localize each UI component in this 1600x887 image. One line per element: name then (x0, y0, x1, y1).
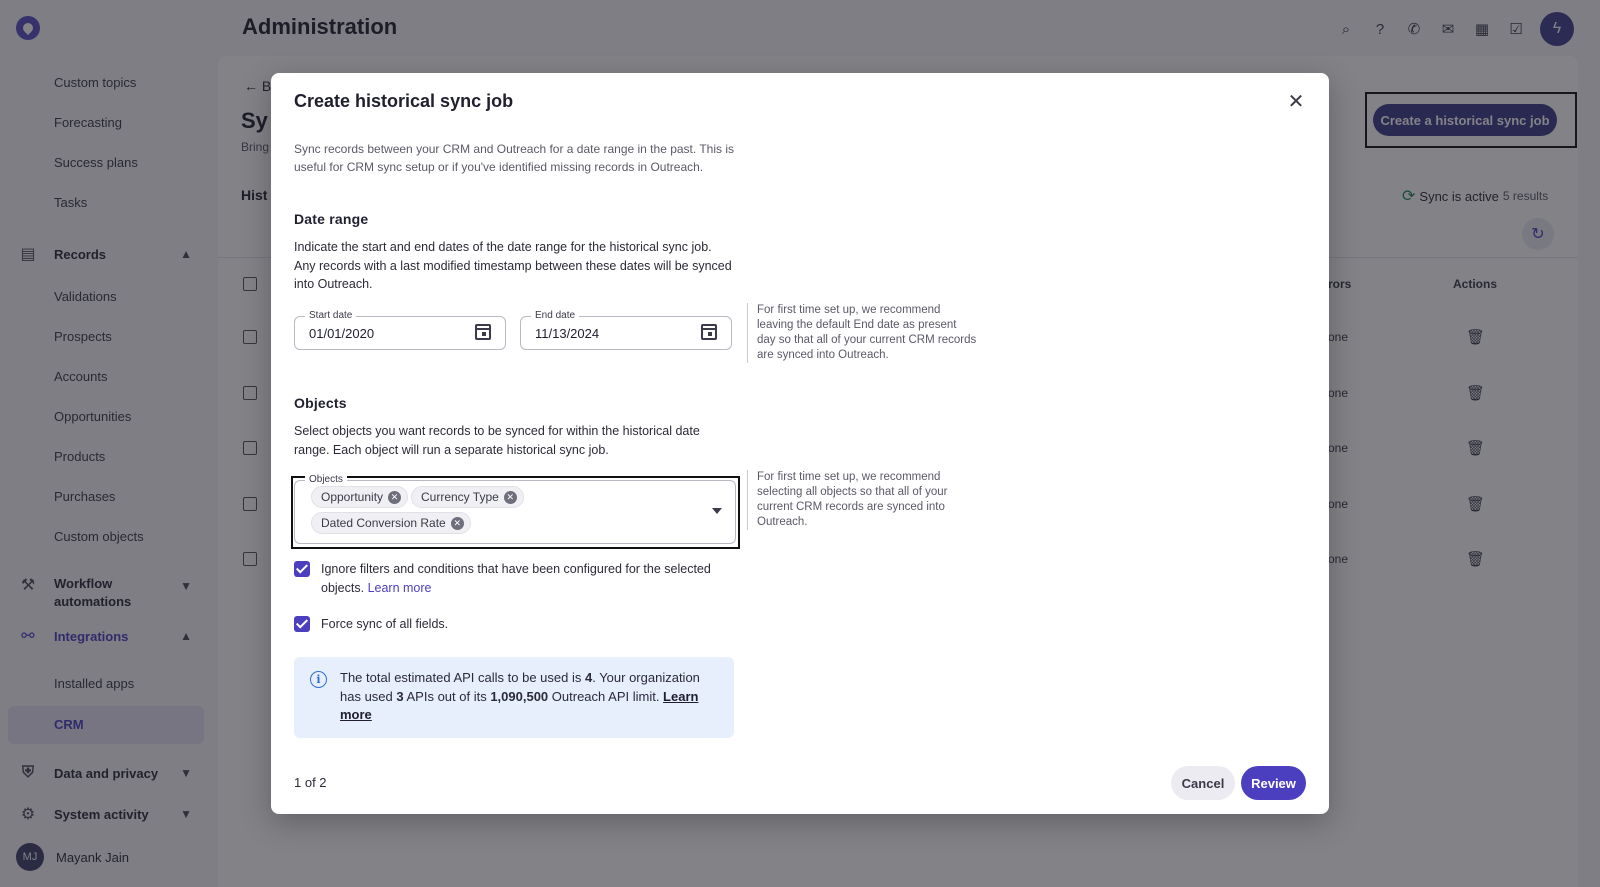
learn-more-link[interactable]: Learn more (340, 688, 699, 722)
apis-used: 3 (396, 688, 404, 704)
learn-more-link[interactable]: Learn more (367, 580, 432, 595)
ignore-filters-text-wrap (321, 560, 731, 597)
end-date-value: 11/13/2024 (535, 326, 600, 341)
chip-dated-conversion-rate (311, 512, 471, 534)
remove-chip-icon[interactable]: ✕ (388, 491, 401, 504)
objects-heading: Objects (294, 395, 347, 411)
dialog-intro: Sync records between your CRM and Outreach for a date range in the past. This is useful for CRM sync setup or if you've identified missing records in Outreach. (294, 142, 735, 174)
ignore-filters-option (294, 560, 731, 597)
date-range-heading: Date range (294, 211, 369, 227)
end-date-field[interactable] (520, 310, 732, 350)
ignore-filters-checkbox[interactable] (294, 561, 310, 577)
api-limit: 1,090,500 (490, 688, 549, 704)
chip-label: Opportunity (321, 490, 384, 504)
api-usage-info-banner (294, 657, 734, 738)
calendar-icon[interactable] (701, 324, 717, 340)
info-icon: i (310, 671, 327, 688)
objects-field-label: Objects (305, 474, 347, 485)
chip-opportunity (311, 486, 408, 508)
force-sync-checkbox[interactable] (294, 616, 310, 632)
cancel-button[interactable]: Cancel (1171, 766, 1235, 800)
info-text-part: Outreach API limit. (548, 688, 664, 704)
force-sync-option (294, 615, 731, 634)
chip-label: Dated Conversion Rate (321, 516, 446, 530)
chip-label: Currency Type (421, 490, 499, 504)
remove-chip-icon[interactable]: ✕ (504, 491, 517, 504)
info-text-part: . Your organization has used (340, 670, 700, 704)
ignore-filters-label: Ignore filters and conditions that have been configured for the selected objects. (321, 562, 711, 595)
calendar-icon[interactable] (475, 324, 491, 340)
end-date-label: End date (531, 310, 579, 321)
info-text-part: The total estimated API calls to be used is (340, 670, 585, 685)
force-sync-label: Force sync of all fields. (321, 617, 449, 631)
start-date-field[interactable] (294, 310, 506, 350)
start-date-value: 01/01/2020 (309, 326, 375, 341)
api-usage-text (340, 669, 720, 725)
objects-hint: For first time set up, we recommend selecting all objects so that all of your current CRM records are synced into Outreach. (747, 470, 977, 530)
date-range-description: Indicate the start and end dates of the date range for the historical sync job. Any records with a last modified timestamp between these dates will be synced into Outreach. (294, 240, 732, 291)
info-text-part: APIs out of its (403, 688, 491, 704)
objects-description: Select objects you want records to be synced for within the historical date range. Each object will run a separate historical sync job. (294, 424, 700, 457)
estimated-api-calls: 4 (584, 670, 593, 685)
review-button[interactable]: Review (1241, 766, 1306, 800)
objects-multiselect[interactable] (294, 474, 736, 544)
chip-currency-type (411, 486, 524, 508)
start-date-label: Start date (305, 310, 356, 321)
step-indicator: 1 of 2 (294, 775, 327, 790)
create-historical-sync-job-dialog (271, 73, 1329, 814)
remove-chip-icon[interactable]: ✕ (451, 517, 464, 530)
close-icon[interactable]: ✕ (1287, 90, 1305, 113)
dialog-title: Create historical sync job (294, 91, 514, 111)
date-range-hint: For first time set up, we recommend leaving the default End date as present day so that all of your current CRM records are synced into Outreach. (747, 303, 977, 363)
dropdown-caret-icon[interactable] (712, 508, 722, 514)
